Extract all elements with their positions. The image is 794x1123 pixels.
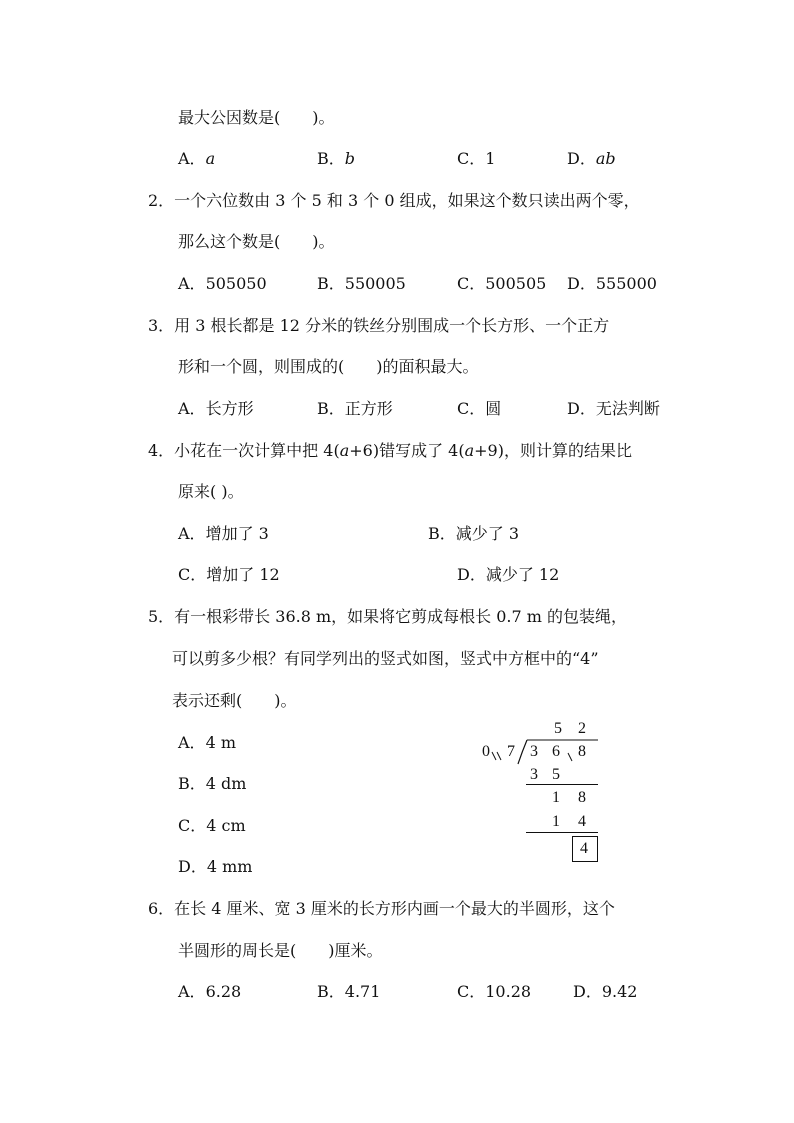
q5-option-d[interactable] bbox=[178, 857, 252, 877]
q1-option-b[interactable] bbox=[317, 149, 355, 169]
option-text: 减少了 3 bbox=[455, 524, 520, 543]
option-text: 无法判断 bbox=[595, 399, 660, 418]
q2-option-b[interactable] bbox=[317, 274, 406, 294]
option-letter: B． bbox=[317, 399, 345, 418]
q2-option-c[interactable] bbox=[457, 274, 546, 294]
option-letter: C． bbox=[178, 565, 207, 584]
option-letter: C． bbox=[178, 816, 207, 835]
q1-option-a[interactable] bbox=[178, 149, 215, 169]
option-letter: D． bbox=[457, 565, 486, 584]
option-text: 正方形 bbox=[344, 399, 393, 418]
option-text: ab bbox=[595, 149, 616, 168]
remainder1-digit: 8 bbox=[578, 789, 586, 806]
q2-option-a[interactable] bbox=[178, 274, 267, 294]
option-letter: A． bbox=[178, 982, 206, 1001]
q4-option-a[interactable] bbox=[178, 524, 269, 544]
q6-option-c[interactable] bbox=[457, 982, 531, 1002]
option-text: 1 bbox=[485, 149, 496, 168]
option-text: 长方形 bbox=[205, 399, 254, 418]
option-letter: D． bbox=[573, 982, 602, 1001]
q3-option-b[interactable] bbox=[317, 399, 393, 419]
option-text: 4 mm bbox=[206, 857, 253, 876]
q3-option-d[interactable] bbox=[567, 399, 660, 419]
long-division-figure bbox=[480, 716, 610, 866]
option-text: b bbox=[344, 149, 356, 168]
option-letter: C． bbox=[457, 982, 486, 1001]
step1-digit: 5 bbox=[552, 766, 560, 783]
option-text: 4 m bbox=[205, 733, 236, 752]
q6-option-a[interactable] bbox=[178, 982, 241, 1002]
option-text: 4.71 bbox=[344, 982, 381, 1001]
q5-stem-line1: 5．有一根彩带长 36.8 m，如果将它剪成每根长 0.7 m 的包装绳， bbox=[148, 607, 628, 626]
dividend-digit: 3 bbox=[530, 743, 538, 760]
q4-option-c[interactable] bbox=[178, 565, 280, 585]
boxed-remainder bbox=[572, 836, 598, 862]
option-text: a bbox=[205, 149, 216, 168]
q5-stem-line3: 表示还剩( )。 bbox=[172, 691, 297, 710]
q1-option-c[interactable] bbox=[457, 149, 495, 169]
option-text: 9.42 bbox=[601, 982, 638, 1001]
option-letter: B． bbox=[178, 774, 206, 793]
q4-variable-a-2: a bbox=[464, 441, 475, 460]
q4-stem-line1 bbox=[148, 441, 632, 461]
option-text: 增加了 3 bbox=[205, 524, 269, 543]
step2-digit: 4 bbox=[578, 813, 586, 830]
division-rule-2 bbox=[526, 832, 598, 833]
dividend-digit: 8 bbox=[578, 743, 586, 760]
remainder1-digit: 1 bbox=[552, 789, 560, 806]
q3-option-a[interactable] bbox=[178, 399, 254, 419]
q3-stem-line2: 形和一个圆，则围成的( )的面积最大。 bbox=[178, 357, 479, 376]
q6-option-b[interactable] bbox=[317, 982, 380, 1002]
option-text: 550005 bbox=[344, 274, 406, 293]
option-letter: A． bbox=[178, 274, 206, 293]
dividend-digit: 6 bbox=[552, 743, 560, 760]
q2-stem-line2: 那么这个数是( )。 bbox=[178, 232, 335, 251]
option-letter: A． bbox=[178, 399, 206, 418]
option-text: 4 cm bbox=[206, 816, 246, 835]
q3-stem-line1: 3．用 3 根长都是 12 分米的铁丝分别围成一个长方形、一个正方 bbox=[148, 316, 610, 335]
option-letter: B． bbox=[317, 274, 345, 293]
q4-variable-a: a bbox=[339, 441, 350, 460]
option-text: 圆 bbox=[485, 399, 502, 418]
step2-digit: 1 bbox=[552, 813, 560, 830]
option-text: 500505 bbox=[485, 274, 547, 293]
remainder2-digit: 4 bbox=[580, 840, 588, 857]
option-text: 10.28 bbox=[485, 982, 532, 1001]
quotient-digit: 2 bbox=[578, 720, 586, 737]
q4-option-b[interactable] bbox=[428, 524, 519, 544]
q2-stem-line1: 2．一个六位数由 3 个 5 和 3 个 0 组成，如果这个数只读出两个零， bbox=[148, 191, 640, 210]
q4-option-d[interactable] bbox=[457, 565, 559, 585]
option-text: 555000 bbox=[595, 274, 657, 293]
q5-stem-line2: 可以剪多少根？有同学列出的竖式如图，竖式中方框中的“4” bbox=[172, 649, 599, 668]
divisor-digit: 7 bbox=[507, 743, 515, 760]
option-text: 4 dm bbox=[205, 774, 247, 793]
option-letter: C． bbox=[457, 149, 486, 168]
q4-stem-line2: 原来( )。 bbox=[178, 482, 244, 501]
option-text: 6.28 bbox=[205, 982, 242, 1001]
option-letter: A． bbox=[178, 524, 206, 543]
q6-stem-line2: 半圆形的周长是( )厘米。 bbox=[178, 941, 383, 960]
q2-option-d[interactable] bbox=[567, 274, 657, 294]
q5-option-a[interactable] bbox=[178, 733, 236, 753]
option-letter: A． bbox=[178, 149, 206, 168]
option-text: 减少了 12 bbox=[485, 565, 560, 584]
q4-stem-part-c: +9)，则计算的结果比 bbox=[474, 441, 632, 460]
option-letter: C． bbox=[457, 274, 486, 293]
option-letter: C． bbox=[457, 399, 486, 418]
q1-option-d[interactable] bbox=[567, 149, 616, 169]
divisor-digit: 0 bbox=[482, 743, 490, 760]
step1-digit: 3 bbox=[530, 766, 538, 783]
division-bracket-and-marks bbox=[480, 738, 610, 768]
option-letter: D． bbox=[178, 857, 207, 876]
option-letter: D． bbox=[567, 274, 596, 293]
q4-stem-part-a: 4．小花在一次计算中把 4( bbox=[148, 441, 340, 460]
option-text: 增加了 12 bbox=[206, 565, 280, 584]
option-letter: B． bbox=[317, 982, 345, 1001]
q6-option-d[interactable] bbox=[573, 982, 637, 1002]
option-letter: B． bbox=[428, 524, 456, 543]
q5-option-c[interactable] bbox=[178, 816, 246, 836]
option-letter: B． bbox=[317, 149, 345, 168]
q4-stem-part-b: +6)错写成了 4( bbox=[349, 441, 465, 460]
q3-option-c[interactable] bbox=[457, 399, 501, 419]
q6-stem-line1: 6．在长 4 厘米、宽 3 厘米的长方形内画一个最大的半圆形，这个 bbox=[148, 899, 615, 918]
option-letter: A． bbox=[178, 733, 206, 752]
option-text: 505050 bbox=[205, 274, 267, 293]
option-letter: D． bbox=[567, 149, 596, 168]
division-rule-1 bbox=[526, 784, 598, 785]
quotient-digit: 5 bbox=[554, 720, 562, 737]
q5-option-b[interactable] bbox=[178, 774, 246, 794]
option-letter: D． bbox=[567, 399, 596, 418]
q1-stem-tail: 最大公因数是( )。 bbox=[178, 108, 335, 127]
